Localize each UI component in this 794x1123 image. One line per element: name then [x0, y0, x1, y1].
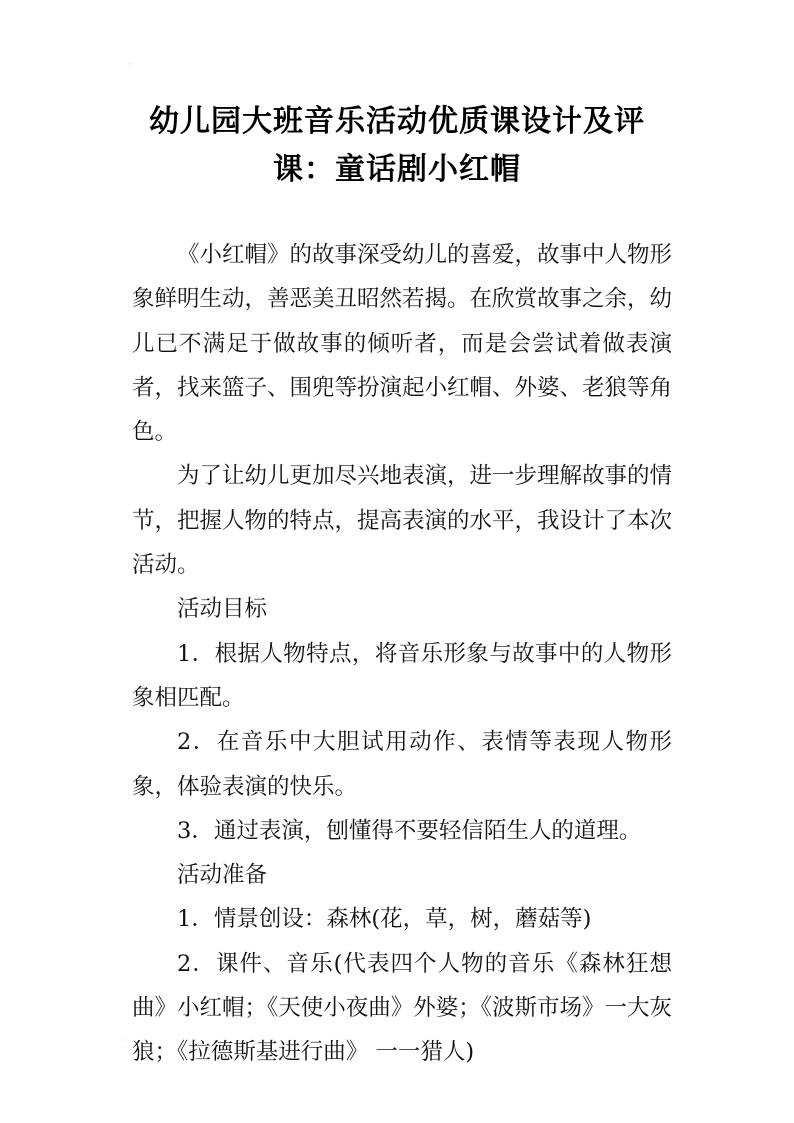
preparation-item-1: 1．情景创设：森林(花，草，树，蘑菇等)	[177, 906, 592, 933]
title-line-1: 幼儿园大班音乐活动优质课设计及评	[149, 104, 645, 139]
goal-item-3: 3．通过表演，刨懂得不要轻信陌生人的道理。	[177, 817, 642, 844]
corner-mark: ·	[128, 60, 131, 70]
goal-item-2: 2．在音乐中大胆试用动作、表情等表现人物形象，体验表演的快乐。	[132, 729, 672, 800]
title-line-2: 课：童话剧小红帽	[273, 152, 521, 187]
section-heading-goals: 活动目标	[177, 596, 268, 623]
corner-mark-bottom: ·	[124, 1036, 127, 1046]
page-title	[100, 98, 694, 194]
document-body	[132, 233, 672, 1075]
goal-item-1: 1．根据人物特点，将音乐形象与故事中的人物形象相匹配。	[132, 640, 672, 711]
section-heading-preparation: 活动准备	[177, 862, 268, 889]
paragraph-purpose: 为了让幼儿更加尽兴地表演，进一步理解故事的情节，把握人物的特点，提高表演的水平，我设计了本次活动。	[132, 463, 673, 579]
preparation-item-2: 2．课件、音乐(代表四个人物的音乐《森林狂想曲》小红帽；《天使小夜曲》外婆；《波斯市场》一大灰狼；《拉德斯基进行曲》 一一猎人)	[132, 950, 673, 1066]
paragraph-intro: 《小红帽》的故事深受幼儿的喜爱，故事中人物形象鲜明生动，善恶美丑昭然若揭。在欣赏故事之余，幼儿已不满足于做故事的倾听者，而是会尝试着做表演者，找来篮子、围兜等扮演起小红帽、外婆、老狼等角色。	[132, 242, 673, 446]
